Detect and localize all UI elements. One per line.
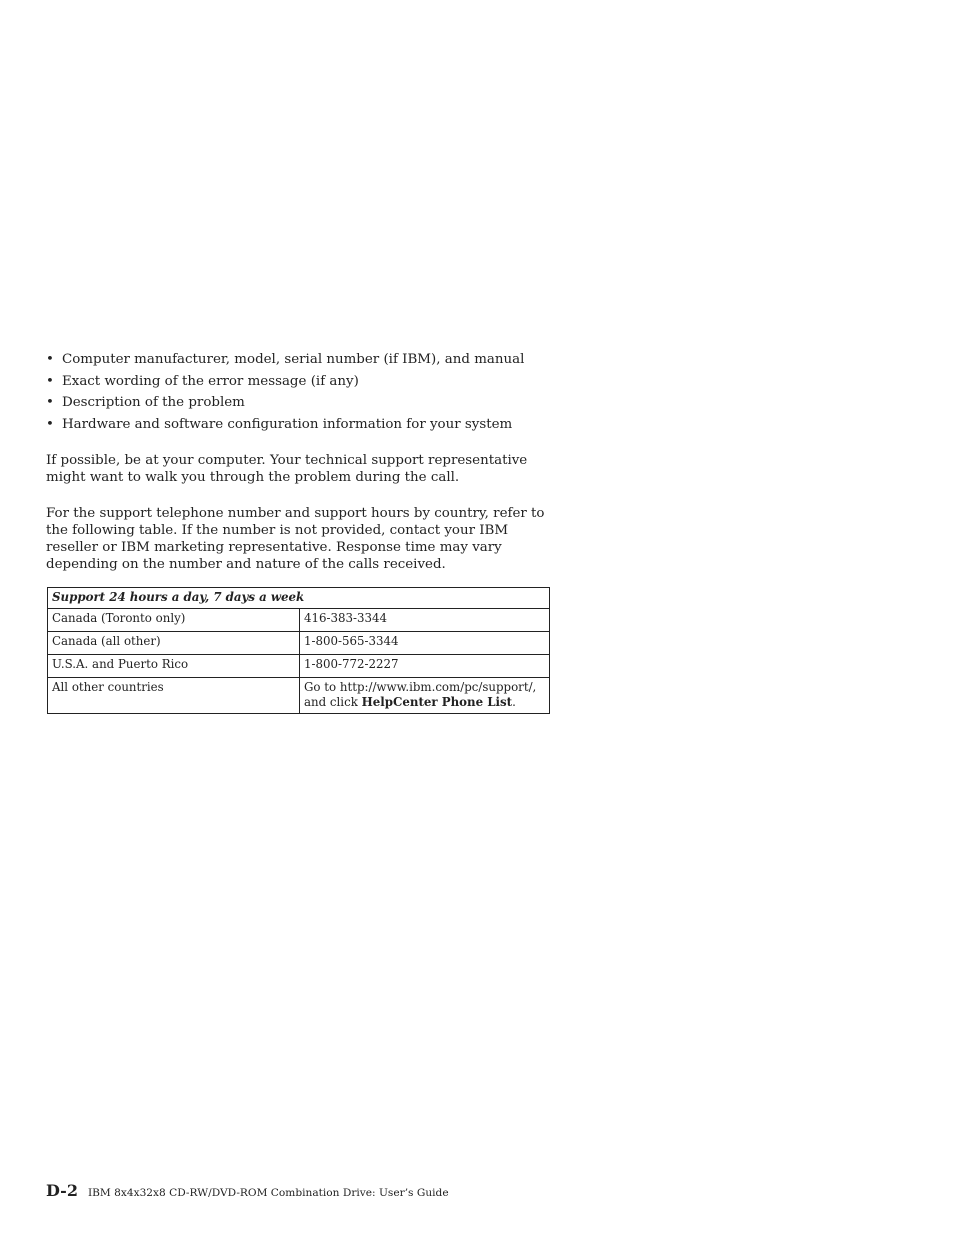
region-cell: U.S.A. and Puerto Rico xyxy=(48,655,300,678)
list-item-text: Hardware and software configuration information for your system xyxy=(62,416,513,432)
table-header-row xyxy=(48,588,550,609)
list-item xyxy=(46,349,566,371)
page-number: D-2 xyxy=(46,1181,78,1200)
support-url-text: Go to http://www.ibm.com/pc/support/, and click xyxy=(304,680,537,709)
bullet-icon: • xyxy=(46,416,54,432)
table-row xyxy=(48,678,550,714)
list-item xyxy=(46,392,566,414)
list-item-text: Exact wording of the error message (if any) xyxy=(62,373,359,389)
list-item-text: Computer manufacturer, model, serial number (if IBM), and manual xyxy=(62,352,525,367)
table-header: Support 24 hours a day, 7 days a week xyxy=(48,588,550,609)
phone-number-cell: 1-800-565-3344 xyxy=(300,632,550,655)
info-checklist xyxy=(46,349,566,435)
page-footer xyxy=(46,1181,449,1200)
support-number-paragraph: For the support telephone number and support hours by country, refer to the following table. If the number is not provided, contact your IBM reseller or IBM marketing representative. Response time may vary depending on the number and nature of the calls received. xyxy=(46,506,545,572)
sentence-end: . xyxy=(512,695,516,709)
phone-number-cell xyxy=(300,678,550,714)
table-row xyxy=(48,609,550,632)
table-row xyxy=(48,632,550,655)
phone-number-cell: 1-800-772-2227 xyxy=(300,655,550,678)
table-row xyxy=(48,655,550,678)
bullet-icon: • xyxy=(46,395,54,411)
bullet-icon: • xyxy=(46,373,54,389)
be-at-computer-paragraph: If possible, be at your computer. Your technical support representative might want to walk you through the problem during the call. xyxy=(46,453,528,485)
list-item-text: Description of the problem xyxy=(62,395,245,411)
support-phone-table xyxy=(47,587,550,714)
phone-number-cell: 416-383-3344 xyxy=(300,609,550,632)
book-title: IBM 8x4x32x8 CD-RW/DVD-ROM Combination Drive: User’s Guide xyxy=(87,1187,449,1199)
helpcenter-phone-list-label: HelpCenter Phone List xyxy=(361,695,513,709)
region-cell: Canada (all other) xyxy=(48,632,300,655)
region-cell: Canada (Toronto only) xyxy=(48,609,300,632)
region-cell: All other countries xyxy=(48,678,300,714)
list-item xyxy=(46,371,566,393)
bullet-icon: • xyxy=(46,352,54,367)
list-item xyxy=(46,414,566,436)
